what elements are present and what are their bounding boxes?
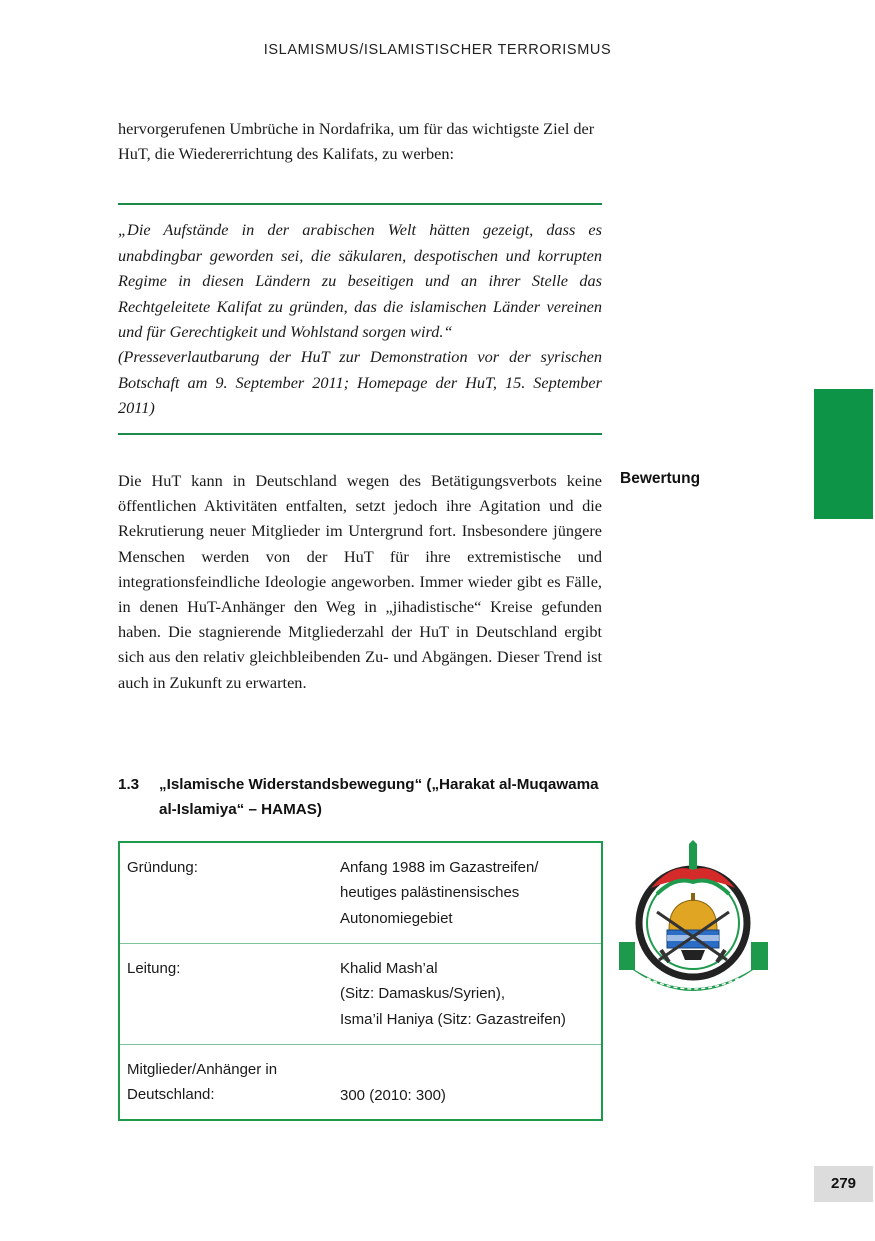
intro-paragraph: hervorgerufenen Umbrüche in Nordafrika, um für das wichtigste Ziel der HuT, die Wiedererrichtung des Kalifats, zu werben:: [118, 119, 595, 164]
leadership-value-line-3: Isma’il Haniya (Sitz: Gazastreifen): [340, 1010, 566, 1028]
margin-label-bewertung: Bewertung: [620, 470, 701, 487]
quote-source: (Presseverlautbarung der HuT zur Demonstration vor der syrischen Botschaft am 9. September 2011; Homepage der HuT, 15. September 2011): [118, 347, 602, 418]
bewertung-paragraph: Die HuT kann in Deutschland wegen des Betätigungsverbots keine öffentlichen Aktivitäten entfalten, setzt jedoch ihre Agitation und die Rekrutierung neuer Mitglieder im Untergrund fort. Insbesondere jüngere Menschen werden von der HuT für ihre extremistische und integrationsfeindliche Ideologie angeworben. Immer wieder gibt es Fälle, in denen HuT-Anhänger den Weg in „jihadistische“ Kreise gefunden haben. Die stagnierende Mitgliederzahl der HuT in Deutschland ergibt sich aus den relativ gleichbleibenden Zu- und Abgängen. Dieser Trend ist auch in Zukunft zu erwarten.: [118, 471, 602, 692]
founding-value: Anfang 1988 im Gazastreifen/ heutiges palästinensisches Autonomiegebiet: [340, 859, 539, 927]
section-title: „Islamische Widerstandsbewegung“ („Harakat al-Muqawama al-Islamiya“ – HAMAS): [159, 776, 599, 818]
quote-box: [118, 203, 602, 435]
chapter-tab-marker: [814, 389, 873, 519]
leadership-value: [340, 956, 598, 1032]
members-label: Mitglieder/Anhänger in Deutschland:: [127, 1061, 278, 1104]
info-table: [118, 841, 603, 1121]
page-number: 279: [814, 1166, 873, 1202]
hamas-emblem-icon: [617, 838, 770, 1008]
section-heading: [118, 772, 608, 822]
quote-text: „Die Aufstände in der arabischen Welt hätten gezeigt, dass es unabdingbar geworden sei, die säkularen, despotischen und korrupten Regime in diesen Ländern zu beseitigen und an ihrer Stelle das Rechtgeleitete Kalifat zu gründen, das die islamischen Länder vereinen und für Gerechtigkeit und Wohlstand sorgen wird.“: [118, 220, 602, 342]
info-row-members: [120, 1044, 601, 1119]
section-number: 1.3: [118, 776, 140, 793]
leadership-value-line-1: Khalid Mash’al: [340, 960, 438, 977]
running-header: ISLAMISMUS/ISLAMISTISCHER TERRORISMUS: [263, 42, 612, 58]
info-row-leadership: [120, 943, 601, 1044]
members-value: 300 (2010: 300): [340, 1087, 446, 1104]
leadership-value-line-2: (Sitz: Damaskus/Syrien),: [340, 985, 506, 1003]
founding-label: Gründung:: [127, 859, 198, 876]
leadership-label: Leitung:: [127, 960, 181, 977]
info-row-founding: [120, 843, 601, 943]
